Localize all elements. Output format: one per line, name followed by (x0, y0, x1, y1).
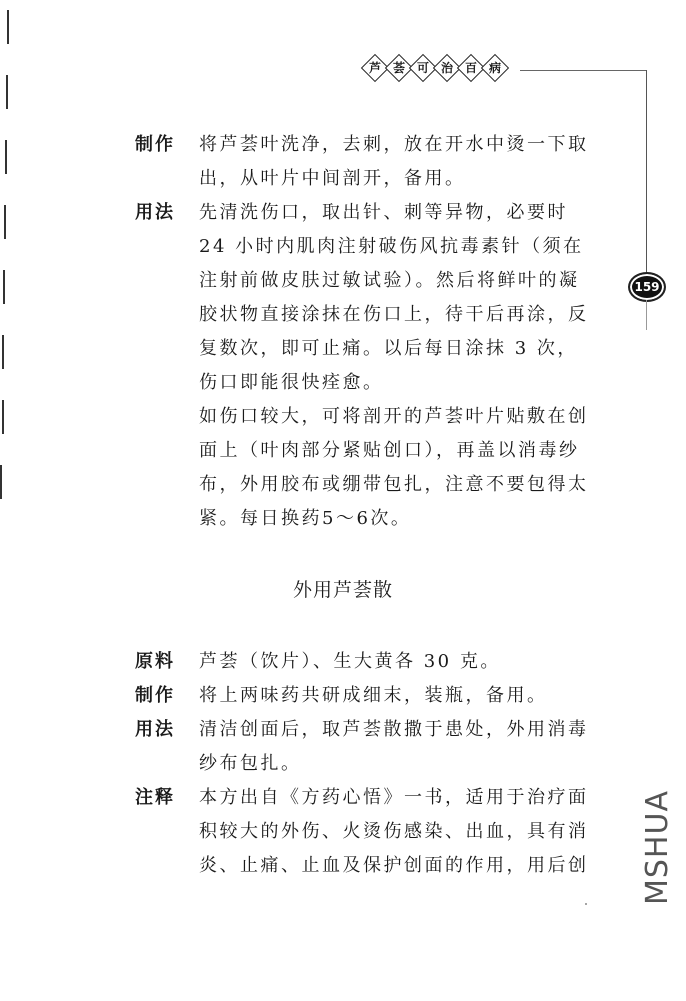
entry-label: 制作 (135, 134, 175, 155)
entry-label: 用法 (135, 202, 175, 223)
binding-mark (5, 140, 7, 174)
entry-text: 清洁创面后，取芦荟散撒于患处，外用消毒纱布包扎。 (199, 719, 589, 774)
entry-ingredients (135, 645, 595, 679)
running-header (365, 58, 509, 78)
binding-mark (4, 205, 6, 239)
binding-mark (2, 400, 4, 434)
header-diamond: 芦 (361, 54, 389, 82)
binding-mark (0, 465, 2, 499)
entry-text: 先清洗伤口，取出针、刺等异物，必要时 24 小时内肌肉注射破伤风抗毒素针（须在注射前做皮肤过敏试验）。然后将鲜叶的凝胶状物直接涂抹在伤口上，待干后再涂，反复数次，即可止痛。以后每日涂抹 3 次，伤口即能很快痊愈。 (199, 202, 589, 393)
header-diamond: 百 (457, 54, 485, 82)
entry-text: 将上两味药共研成细末，装瓶，备用。 (199, 685, 548, 706)
entry-notes (135, 781, 595, 883)
entry-text: 将芦荟叶洗净，去刺，放在开水中烫一下取出，从叶片中间剖开，备用。 (199, 134, 589, 189)
side-rule (646, 70, 647, 275)
header-diamond: 可 (409, 54, 437, 82)
header-rule (520, 70, 646, 71)
entry-preparation (135, 128, 595, 196)
binding-mark (6, 75, 8, 109)
header-diamond: 病 (481, 54, 509, 82)
section-title: 外用芦荟散 (292, 579, 393, 601)
entry-label: 注释 (135, 787, 175, 808)
entry-usage (135, 196, 595, 400)
usage-paragraph: 如伤口较大，可将剖开的芦荟叶片贴敷在创面上（叶肉部分紧贴创口），再盖以消毒纱布，外用胶布或绷带包扎，注意不要包得太紧。每日换药5～6次。 (199, 406, 589, 529)
entry-preparation (135, 679, 595, 713)
entry-usage (135, 713, 595, 781)
entry-label: 制作 (135, 685, 175, 706)
entry-text: 芦荟（饮片）、生大黄各 30 克。 (199, 651, 501, 672)
entry-label: 原料 (135, 651, 175, 672)
page-number-badge: 159 (628, 272, 666, 302)
entry-label: 用法 (135, 719, 175, 740)
binding-mark (2, 335, 4, 369)
watermark: MSHUA (640, 790, 675, 905)
binding-mark (7, 10, 9, 44)
binding-mark (3, 270, 5, 304)
header-diamond: 荟 (385, 54, 413, 82)
entry-text: 本方出自《方药心悟》一书，适用于治疗面积较大的外伤、火烫伤感染、出血，具有消炎、止痛、止血及保护创面的作用，用后创 (199, 787, 589, 876)
side-rule-lower (646, 300, 647, 330)
speck (585, 903, 587, 905)
header-diamond: 治 (433, 54, 461, 82)
